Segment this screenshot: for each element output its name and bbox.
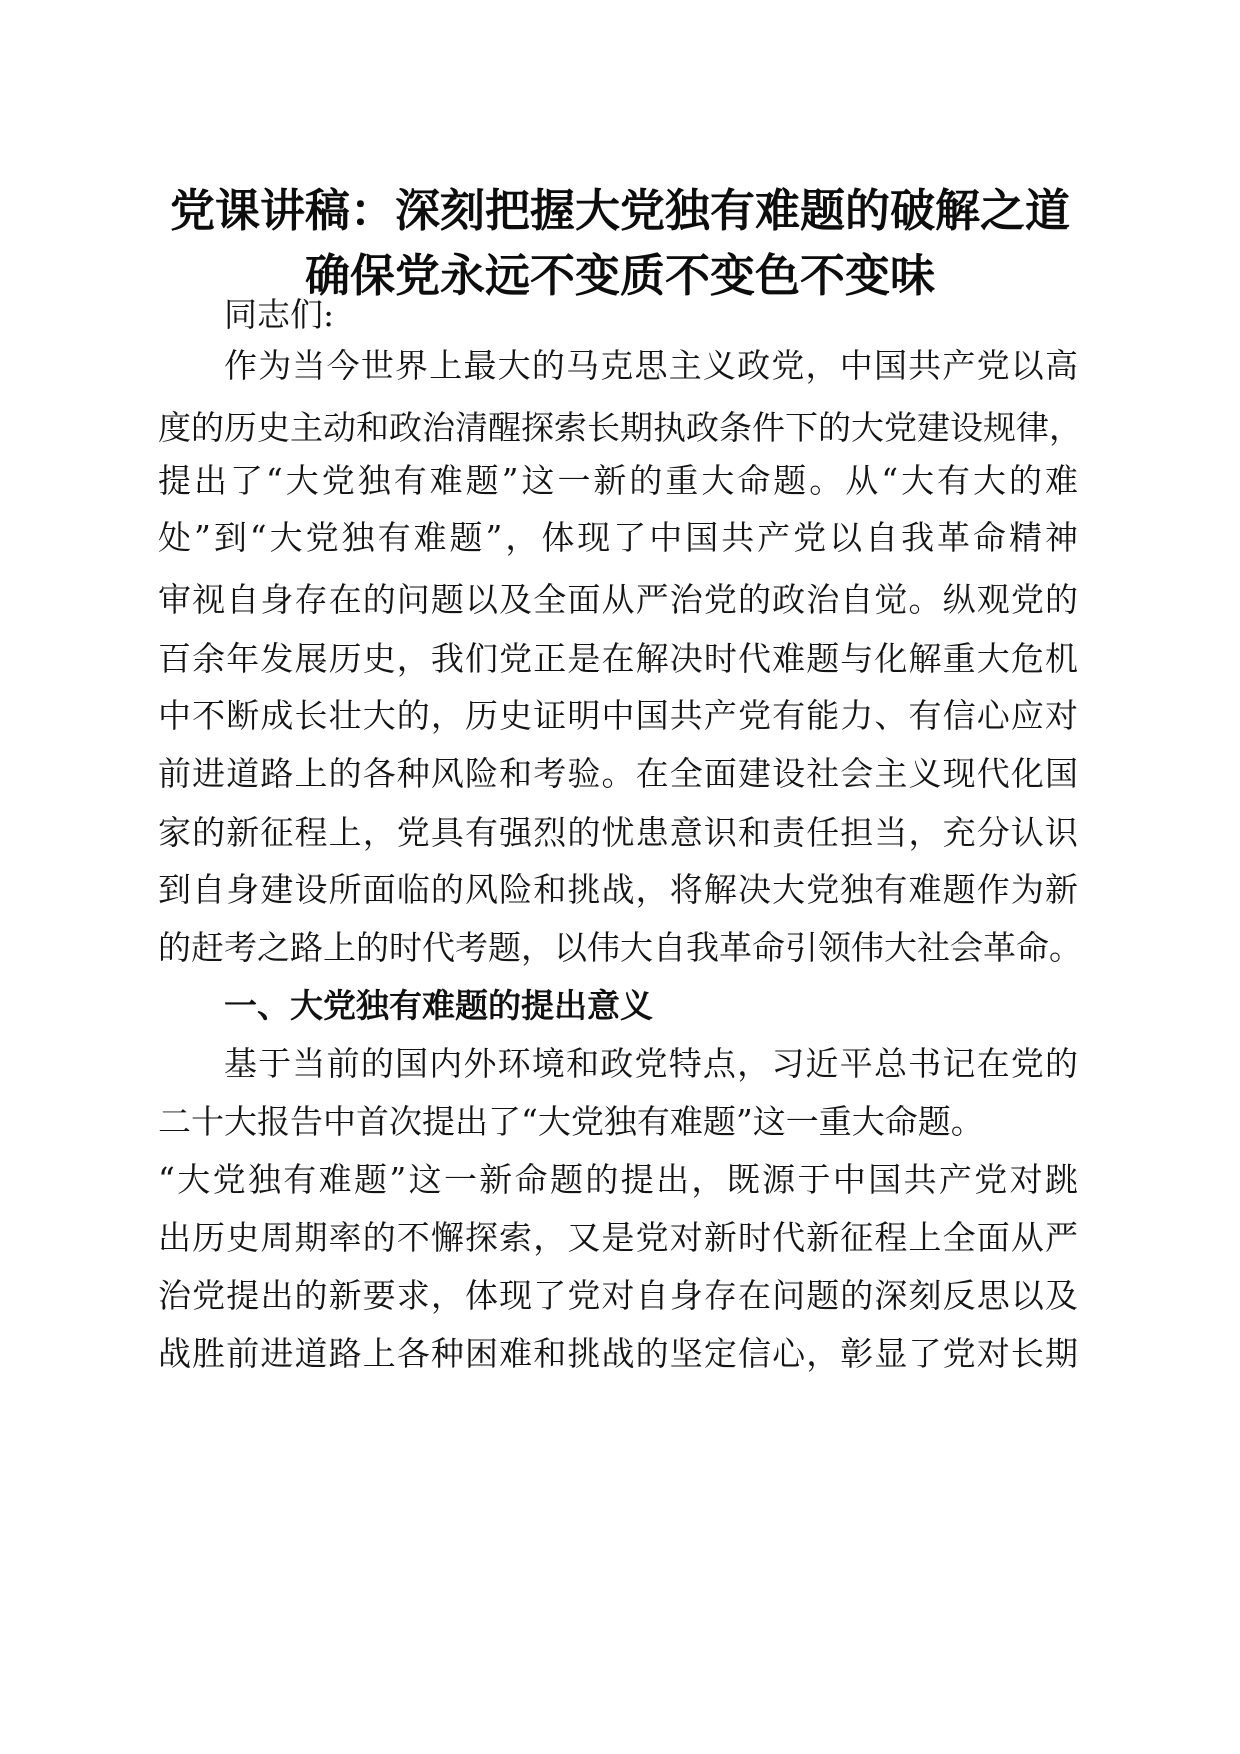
paragraph-2-line: 治党提出的新要求，体现了党对自身存在问题的深刻反思以及 [158, 1276, 1078, 1315]
paragraph-2-line: 基于当前的国内外环境和政党特点，习近平总书记在党的 [224, 1044, 1078, 1083]
document-title-line-1: 党课讲稿：深刻把握大党独有难题的破解之道 [169, 184, 1070, 237]
paragraph-2-line: “大党独有难题”这一新命题的提出，既源于中国共产党对跳 [158, 1160, 1078, 1199]
paragraph-1-line: 前进道路上的各种风险和考验。在全面建设社会主义现代化国 [158, 754, 1078, 793]
paragraph-1-line: 审视自身存在的问题以及全面从严治党的政治自觉。纵观党的 [158, 580, 1078, 619]
paragraph-1-line: 作为当今世界上最大的马克思主义政党，中国共产党以高 [224, 346, 1078, 385]
paragraph-1-line: 处”到“大党独有难题”，体现了中国共产党以自我革命精神 [158, 518, 1078, 557]
paragraph-1-line: 到自身建设所面临的风险和挑战，将解决大党独有难题作为新 [158, 870, 1078, 909]
document-title-line-2: 确保党永远不变质不变色不变味 [304, 249, 935, 302]
paragraph-1-line: 家的新征程上，党具有强烈的忧患意识和责任担当，充分认识 [158, 813, 1078, 852]
paragraph-1-line: 中不断成长壮大的，历史证明中国共产党有能力、有信心应对 [158, 696, 1078, 735]
salutation: 同志们: [224, 295, 335, 334]
section-heading: 一、大党独有难题的提出意义 [224, 986, 653, 1025]
paragraph-1-line: 的赶考之路上的时代考题，以伟大自我革命引领伟大社会革命。 [158, 928, 1082, 967]
paragraph-2-line: 出历史周期率的不懈探索，又是党对新时代新征程上全面从严 [158, 1218, 1078, 1257]
paragraph-1-line: 度的历史主动和政治清醒探索长期执政条件下的大党建设规律， [158, 408, 1082, 447]
paragraph-1-line: 百余年发展历史，我们党正是在解决时代难题与化解重大危机 [158, 639, 1078, 678]
paragraph-2-line: 战胜前进道路上各种困难和挑战的坚定信心，彰显了党对长期 [158, 1334, 1078, 1373]
paragraph-1-line: 提出了“大党独有难题”这一新的重大命题。从“大有大的难 [158, 461, 1078, 500]
paragraph-2-line: 二十大报告中首次提出了“大党独有难题”这一重大命题。 [158, 1102, 984, 1141]
